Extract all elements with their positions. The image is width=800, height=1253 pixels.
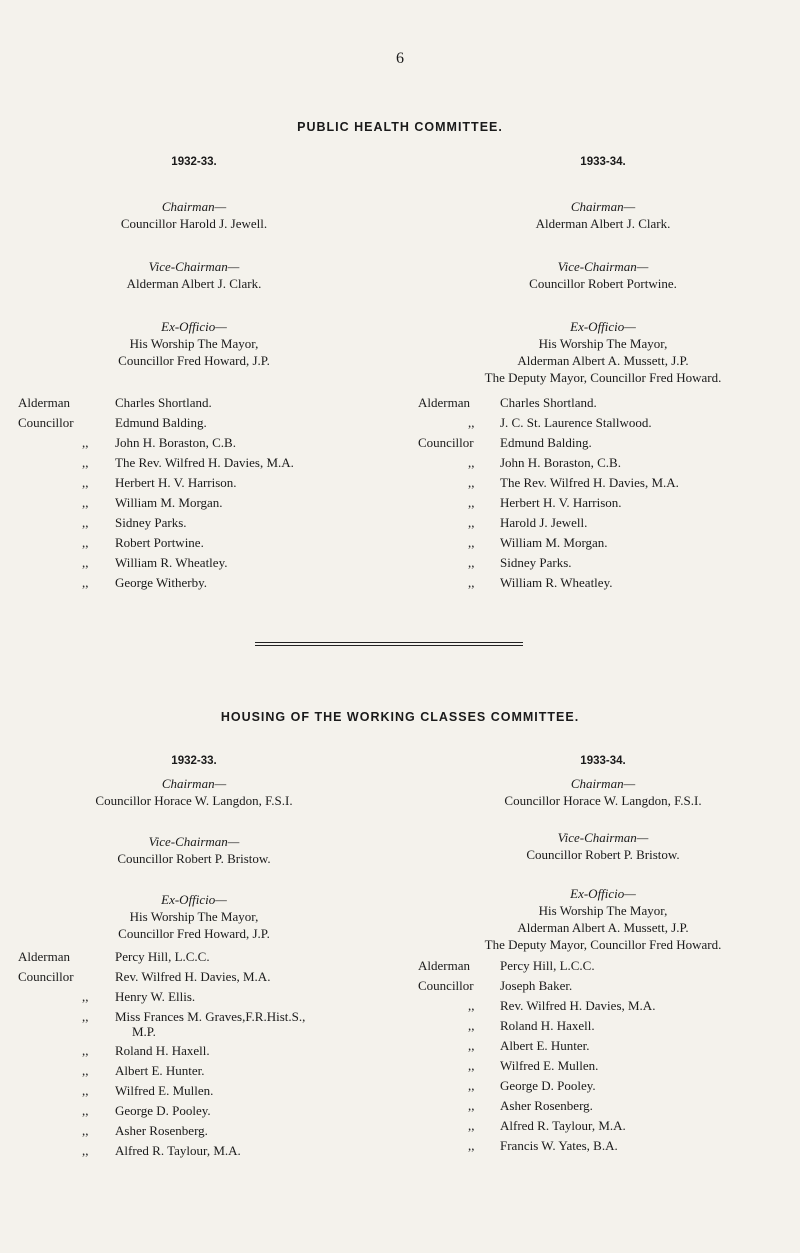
ditto-mark: ,, [82,555,89,570]
member-row [418,1037,788,1057]
ditto-mark: ,, [82,1123,89,1138]
housing-1933-column [418,753,788,1157]
member-name: John H. Boraston, C.B. [500,455,621,470]
member-row [18,534,370,554]
ex-officio-line: The Deputy Mayor, Councillor Fred Howard. [484,370,722,385]
member-row [18,948,370,968]
ditto-mark: ,, [468,1038,475,1053]
ex-officio-line: Alderman Albert A. Mussett, J.P. [517,353,689,368]
vice-chairman-name: Councillor Robert P. Bristow. [117,851,271,866]
ditto-mark: ,, [82,989,89,1004]
member-name: Asher Rosenberg. [500,1098,593,1113]
member-name: William R. Wheatley. [115,555,228,570]
member-row [418,1097,788,1117]
ex-officio-line: The Deputy Mayor, Councillor Fred Howard. [484,937,722,952]
member-name-continued: M.P. [132,1024,156,1039]
member-row [418,1117,788,1137]
ditto-mark: ,, [82,575,89,590]
public-health-title: PUBLIC HEALTH COMMITTEE. [297,120,503,134]
ditto-mark: ,, [82,1083,89,1098]
public-health-1933-column [418,154,788,594]
member-name: Wilfred E. Mullen. [500,1058,599,1073]
member-name: Charles Shortland. [115,395,212,410]
member-name: George Witherby. [115,575,208,590]
chairman-name: Councillor Horace W. Langdon, F.S.I. [95,793,293,808]
member-name: George D. Pooley. [500,1078,596,1093]
member-name: Herbert H. V. Harrison. [115,475,237,490]
member-name: The Rev. Wilfred H. Davies, M.A. [115,455,294,470]
ditto-mark: ,, [468,475,475,490]
member-name: Asher Rosenberg. [115,1123,208,1138]
member-name: Edmund Balding. [500,435,592,450]
chairman-name: Councillor Horace W. Langdon, F.S.I. [504,793,702,808]
member-title: Alderman [418,395,470,410]
member-row [18,414,370,434]
ditto-mark: ,, [82,515,89,530]
chairman-name: Councillor Harold J. Jewell. [120,216,268,231]
ditto-mark: ,, [468,495,475,510]
chairman-name: Alderman Albert J. Clark. [535,216,671,231]
member-name: Robert Portwine. [115,535,204,550]
member-row [18,1102,370,1122]
member-name: Alfred R. Taylour, M.A. [500,1118,626,1133]
member-row [418,1137,788,1157]
chairman-label: Chairman— [161,776,227,791]
member-row [418,997,788,1017]
member-title: Alderman [418,958,470,973]
vice-chairman-name: Alderman Albert J. Clark. [126,276,262,291]
member-name: William R. Wheatley. [500,575,613,590]
vice-chairman-label: Vice-Chairman— [148,834,240,849]
chairman-label: Chairman— [570,776,636,791]
member-row [18,988,370,1008]
member-row [418,454,788,474]
ditto-mark: ,, [468,998,475,1013]
ditto-mark: ,, [468,1098,475,1113]
member-name: Francis W. Yates, B.A. [500,1138,618,1153]
member-row [418,977,788,997]
member-row [18,1062,370,1082]
member-name: Albert E. Hunter. [115,1063,205,1078]
ditto-mark: ,, [82,475,89,490]
member-row [418,414,788,434]
member-row [18,1042,370,1062]
member-row [18,1082,370,1102]
member-title: Councillor [418,978,474,993]
public-health-1932-column [18,154,370,594]
ditto-mark: ,, [468,1018,475,1033]
ditto-mark: ,, [468,535,475,550]
member-name: The Rev. Wilfred H. Davies, M.A. [500,475,679,490]
member-row [18,968,370,988]
ex-officio-line: Councillor Fred Howard, J.P. [118,353,270,368]
member-row [418,514,788,534]
member-row [418,1077,788,1097]
member-name: Roland H. Haxell. [500,1018,595,1033]
member-row [418,434,788,454]
member-row [418,1017,788,1037]
member-name: Rev. Wilfred H. Davies, M.A. [500,998,656,1013]
chairman-label: Chairman— [161,199,227,214]
member-row [418,1057,788,1077]
vice-chairman-name: Councillor Robert Portwine. [529,276,677,291]
member-row [18,1008,370,1042]
ditto-mark: ,, [468,575,475,590]
housing-1932-column [18,753,370,1162]
member-title: Councillor [18,415,74,430]
member-name: J. C. St. Laurence Stallwood. [500,415,652,430]
ditto-mark: ,, [468,555,475,570]
vice-chairman-label: Vice-Chairman— [557,830,649,845]
ditto-mark: ,, [82,535,89,550]
member-row [418,394,788,414]
ex-officio-label: Ex-Officio— [570,319,636,334]
member-name: John H. Boraston, C.B. [115,435,236,450]
year-heading: 1933-34. [580,755,626,767]
vice-chairman-label: Vice-Chairman— [557,259,649,274]
member-name: Henry W. Ellis. [115,989,196,1004]
year-heading: 1933-34. [580,156,626,168]
member-name: Joseph Baker. [500,978,573,993]
member-name: Percy Hill, L.C.C. [500,958,595,973]
ex-officio-line: His Worship The Mayor, [538,336,668,351]
ditto-mark: ,, [82,1009,89,1024]
ditto-mark: ,, [468,455,475,470]
ex-officio-line: Alderman Albert A. Mussett, J.P. [517,920,689,935]
member-title: Councillor [18,969,74,984]
page-number: 6 [396,50,404,67]
member-row [18,574,370,594]
vice-chairman-name: Councillor Robert P. Bristow. [526,847,680,862]
member-row [18,1122,370,1142]
member-row [418,554,788,574]
member-name: Sidney Parks. [115,515,187,530]
member-row [418,534,788,554]
member-name: Albert E. Hunter. [500,1038,590,1053]
member-title: Alderman [18,949,70,964]
chairman-label: Chairman— [570,199,636,214]
member-name: Roland H. Haxell. [115,1043,210,1058]
member-row [18,454,370,474]
ditto-mark: ,, [82,1143,89,1158]
housing-committee-title: HOUSING OF THE WORKING CLASSES COMMITTEE. [220,710,580,724]
member-row [18,494,370,514]
ditto-mark: ,, [82,495,89,510]
ditto-mark: ,, [82,455,89,470]
member-row [418,574,788,594]
ex-officio-line: His Worship The Mayor, [538,903,668,918]
ditto-mark: ,, [82,1063,89,1078]
member-row [18,474,370,494]
year-heading: 1932-33. [171,755,217,767]
member-row [18,394,370,414]
ditto-mark: ,, [468,415,475,430]
member-name: William M. Morgan. [500,535,608,550]
vice-chairman-label: Vice-Chairman— [148,259,240,274]
member-title: Councillor [418,435,474,450]
member-row [18,1142,370,1162]
ex-officio-line: His Worship The Mayor, [129,336,259,351]
member-name: Miss Frances M. Graves,F.R.Hist.S., [115,1009,306,1024]
member-name: William M. Morgan. [115,495,223,510]
ditto-mark: ,, [468,1118,475,1133]
member-name: Harold J. Jewell. [500,515,588,530]
member-title: Alderman [18,395,70,410]
ditto-mark: ,, [468,515,475,530]
member-name: Herbert H. V. Harrison. [500,495,622,510]
member-name: Charles Shortland. [500,395,597,410]
ditto-mark: ,, [82,1103,89,1118]
year-heading: 1932-33. [171,156,217,168]
member-name: Rev. Wilfred H. Davies, M.A. [115,969,271,984]
member-name: Wilfred E. Mullen. [115,1083,214,1098]
member-name: Alfred R. Taylour, M.A. [115,1143,241,1158]
ditto-mark: ,, [82,1043,89,1058]
ex-officio-label: Ex-Officio— [161,892,227,907]
member-row [418,474,788,494]
ex-officio-label: Ex-Officio— [570,886,636,901]
ex-officio-label: Ex-Officio— [161,319,227,334]
section-divider [255,642,523,648]
ditto-mark: ,, [468,1138,475,1153]
member-row [18,434,370,454]
ex-officio-line: Councillor Fred Howard, J.P. [118,926,270,941]
member-row [18,554,370,574]
member-row [418,494,788,514]
ditto-mark: ,, [468,1058,475,1073]
member-name: George D. Pooley. [115,1103,211,1118]
member-name: Percy Hill, L.C.C. [115,949,210,964]
member-name: Edmund Balding. [115,415,207,430]
ditto-mark: ,, [468,1078,475,1093]
ex-officio-line: His Worship The Mayor, [129,909,259,924]
ditto-mark: ,, [82,435,89,450]
member-name: Sidney Parks. [500,555,572,570]
member-row [418,957,788,977]
member-row [18,514,370,534]
